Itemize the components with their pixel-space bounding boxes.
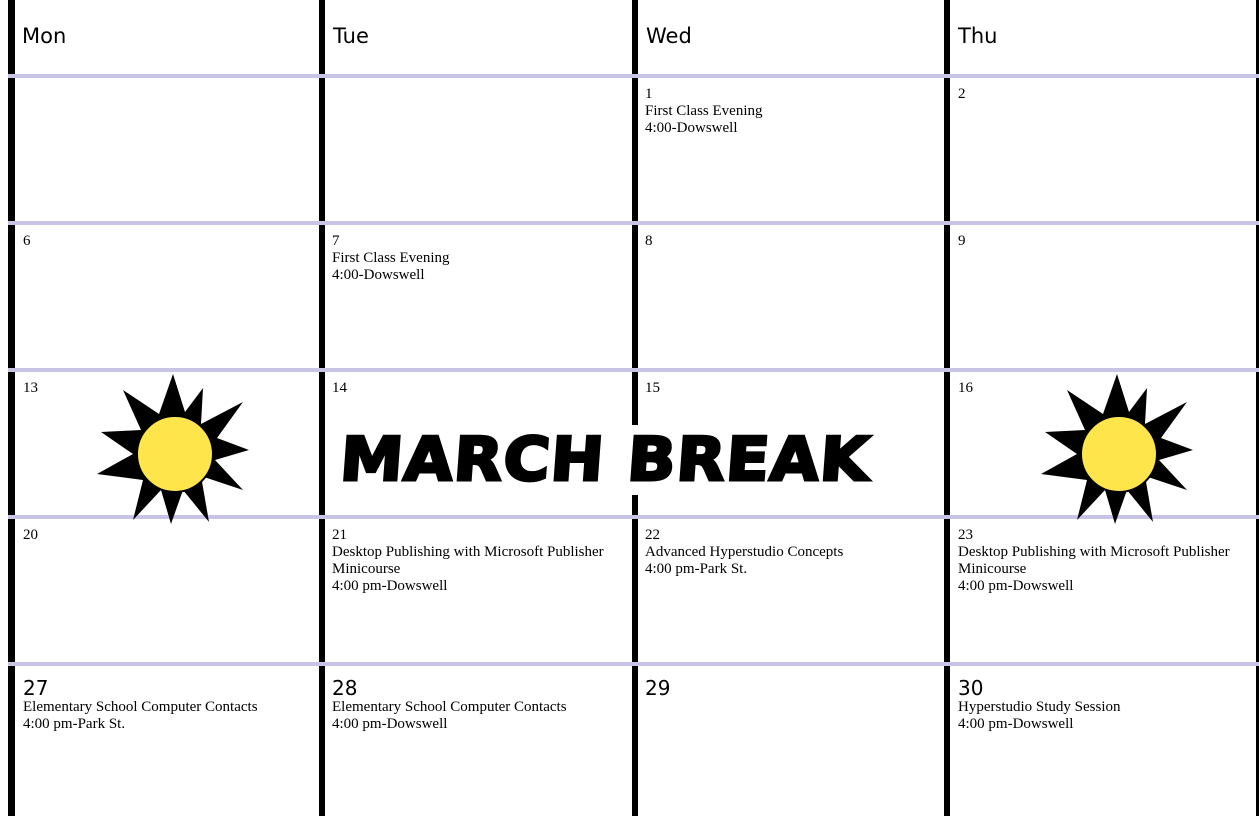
event-time-location: 4:00 pm-Dowswell: [958, 716, 1074, 732]
march-break-banner: [337, 425, 910, 495]
day-header-mon: Mon: [22, 24, 67, 48]
event-title: Hyperstudio Study Session: [958, 699, 1121, 715]
day-header-thu: Thu: [958, 24, 998, 48]
day-number: 30: [958, 676, 984, 700]
sun-icon: [1037, 372, 1197, 527]
day-cell[interactable]: [958, 677, 1250, 733]
day-number: 28: [332, 676, 358, 700]
day-number: 14: [332, 380, 347, 396]
day-cell[interactable]: [645, 233, 937, 250]
grid-line-vertical: [944, 0, 950, 816]
day-number: 22: [645, 527, 660, 543]
day-number: 15: [645, 380, 660, 396]
day-cell[interactable]: [645, 677, 937, 699]
grid-line-horizontal: [8, 74, 1259, 78]
day-cell[interactable]: [23, 527, 315, 544]
day-number: 7: [332, 233, 340, 249]
day-cell[interactable]: [645, 86, 937, 137]
day-number: 2: [958, 86, 966, 102]
grid-line-horizontal: [8, 221, 1259, 225]
day-number: 21: [332, 527, 347, 543]
day-number: 9: [958, 233, 966, 249]
day-header-tue: Tue: [333, 24, 369, 48]
day-number: 29: [645, 676, 671, 700]
day-cell[interactable]: [332, 677, 624, 733]
day-cell[interactable]: [23, 677, 315, 733]
day-cell[interactable]: [958, 86, 1250, 103]
event-title: Desktop Publishing with Microsoft Publisher Minicourse: [332, 544, 604, 577]
event-title: Desktop Publishing with Microsoft Publisher Minicourse: [958, 544, 1230, 577]
event-title: Advanced Hyperstudio Concepts: [645, 544, 844, 560]
day-cell[interactable]: [332, 527, 624, 595]
day-number: 8: [645, 233, 653, 249]
event-time-location: 4:00 pm-Dowswell: [332, 716, 448, 732]
event-title: First Class Evening: [645, 103, 763, 119]
day-cell[interactable]: [645, 380, 937, 397]
day-number: 23: [958, 527, 973, 543]
event-time-location: 4:00-Dowswell: [332, 267, 425, 283]
day-cell[interactable]: [332, 233, 624, 284]
event-time-location: 4:00 pm-Park St.: [23, 716, 126, 732]
event-time-location: 4:00 pm-Park St.: [645, 561, 748, 577]
day-number: 20: [23, 527, 38, 543]
day-cell[interactable]: [23, 233, 315, 250]
banner-text: MARCH BREAK: [337, 425, 873, 495]
day-number: 16: [958, 380, 973, 396]
event-time-location: 4:00 pm-Dowswell: [958, 578, 1074, 594]
event-title: Elementary School Computer Contacts: [332, 699, 567, 715]
event-title: First Class Evening: [332, 250, 450, 266]
day-cell[interactable]: [332, 380, 624, 397]
day-number: 6: [23, 233, 31, 249]
day-number: 13: [23, 380, 38, 396]
event-time-location: 4:00 pm-Dowswell: [332, 578, 448, 594]
event-title: Elementary School Computer Contacts: [23, 699, 258, 715]
day-number: 27: [23, 676, 49, 700]
grid-line-horizontal: [8, 662, 1259, 666]
day-cell[interactable]: [958, 527, 1250, 595]
grid-line-vertical: [8, 0, 15, 816]
day-number: 1: [645, 86, 653, 102]
grid-line-vertical: [319, 0, 325, 816]
day-cell[interactable]: [645, 527, 937, 578]
grid-line-vertical: [632, 0, 638, 816]
day-cell[interactable]: [958, 233, 1250, 250]
sun-icon: [93, 372, 253, 527]
day-header-wed: Wed: [646, 24, 692, 48]
event-time-location: 4:00-Dowswell: [645, 120, 738, 136]
